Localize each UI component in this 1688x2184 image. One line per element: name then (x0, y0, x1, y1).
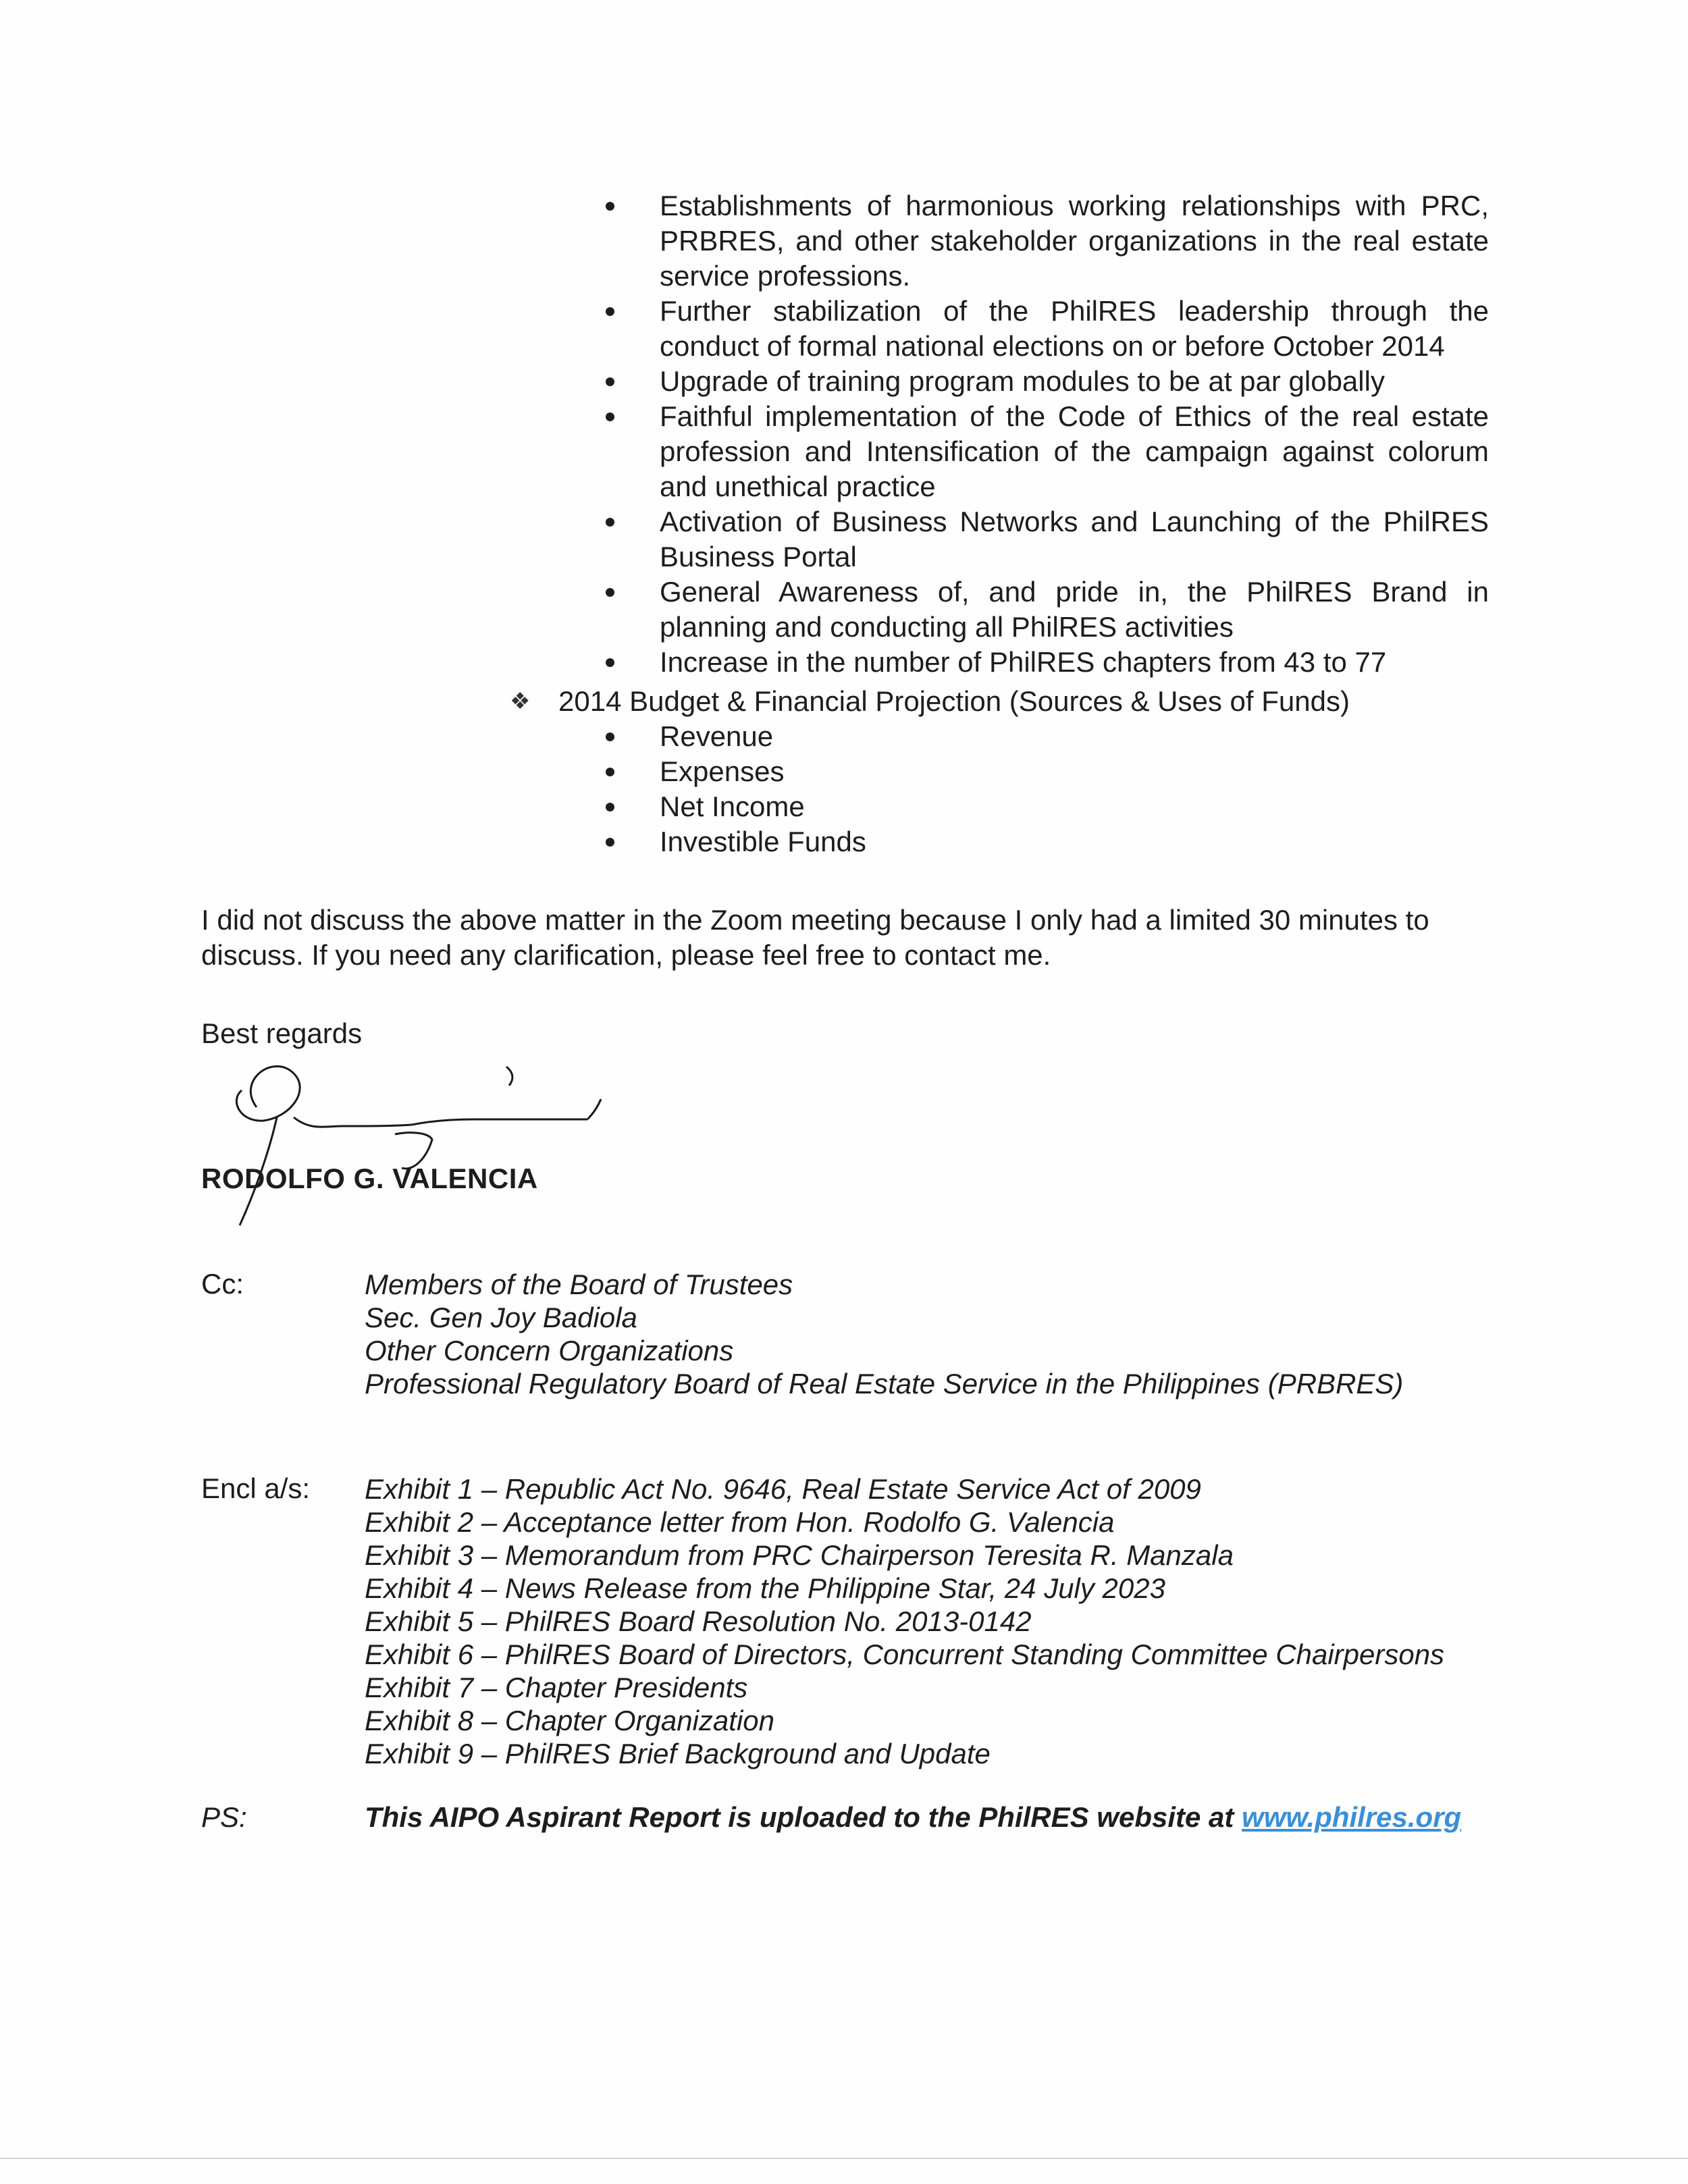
list-item: Revenue (598, 719, 1489, 754)
goals-bullet-list (598, 188, 1489, 680)
list-item: Expenses (598, 754, 1489, 789)
list-item: Establishments of harmonious working relationships with PRC, PRBRES, and other stakeholder organizations in the real estate service professions. (598, 188, 1489, 294)
bullet-dot-icon (606, 202, 614, 211)
cc-label: Cc: (201, 1268, 244, 1300)
list-item: Faithful implementation of the Code of Ethics of the real estate profession and Intensification of the campaign against colorum and unethical practice (598, 399, 1489, 504)
list-item: General Awareness of, and pride in, the PhilRES Brand in planning and conducting all PhilRES activities (598, 575, 1489, 645)
bullet-dot-icon (606, 803, 614, 811)
budget-bullet-list (598, 719, 1489, 859)
ps-label: PS: (201, 1801, 247, 1833)
list-item: Further stabilization of the PhilRES leadership through the conduct of formal national elections on or before October 2014 (598, 294, 1489, 364)
enclosures-label: Encl a/s: (201, 1472, 311, 1504)
bullet-dot-icon (606, 307, 614, 316)
list-item: Exhibit 4 – News Release from the Philippine Star, 24 July 2023 (365, 1572, 1165, 1604)
list-item: Investible Funds (598, 824, 1489, 859)
list-item: Increase in the number of PhilRES chapters from 43 to 77 (598, 645, 1489, 680)
ps-note (365, 1801, 1461, 1834)
list-item: Exhibit 2 – Acceptance letter from Hon. Rodolfo G. Valencia (365, 1506, 1115, 1538)
bullet-dot-icon (606, 768, 614, 776)
ps-text: This AIPO Aspirant Report is uploaded to the PhilRES website at (365, 1801, 1242, 1833)
bullet-dot-icon (606, 658, 614, 667)
list-item: Sec. Gen Joy Badiola (365, 1302, 637, 1333)
list-item: Professional Regulatory Board of Real Estate Service in the Philippines (PRBRES) (365, 1368, 1404, 1400)
list-item: Exhibit 7 – Chapter Presidents (365, 1672, 748, 1703)
list-item: Exhibit 5 – PhilRES Board Resolution No. 2013-0142 (365, 1605, 1032, 1637)
list-item: Exhibit 6 – PhilRES Board of Directors, Concurrent Standing Committee Chairpersons (365, 1639, 1445, 1670)
enclosures-list (365, 1472, 1444, 1770)
website-link[interactable]: www.philres.org (1242, 1801, 1462, 1833)
four-diamond-bullet-icon: ❖ (510, 689, 531, 714)
closing-salutation: Best regards (201, 1017, 363, 1049)
list-item: Exhibit 8 – Chapter Organization (365, 1705, 775, 1736)
list-item: Exhibit 9 – PhilRES Brief Background and Update (365, 1738, 991, 1769)
list-item: Exhibit 1 – Republic Act No. 9646, Real Estate Service Act of 2009 (365, 1473, 1201, 1505)
list-item: Upgrade of training program modules to be at par globally (598, 364, 1489, 399)
bullet-dot-icon (606, 518, 614, 527)
closing-paragraph: I did not discuss the above matter in the Zoom meeting because I only had a limited 30 minutes to discuss. If you need any clarification, please feel free to contact me. (201, 904, 1429, 971)
list-item: Exhibit 3 – Memorandum from PRC Chairperson Teresita R. Manzala (365, 1539, 1234, 1571)
list-item: Net Income (598, 789, 1489, 824)
list-item: Other Concern Organizations (365, 1335, 734, 1366)
list-item: Members of the Board of Trustees (365, 1269, 793, 1300)
budget-heading: 2014 Budget & Financial Projection (Sources & Uses of Funds) (558, 685, 1350, 717)
handwritten-signature (209, 1053, 628, 1229)
bullet-dot-icon (606, 377, 614, 386)
bullet-dot-icon (606, 733, 614, 741)
bullet-dot-icon (606, 838, 614, 847)
signer-name: RODOLFO G. VALENCIA (201, 1163, 538, 1194)
list-item: Activation of Business Networks and Launching of the PhilRES Business Portal (598, 504, 1489, 575)
bullet-dot-icon (606, 412, 614, 421)
bullet-dot-icon (606, 588, 614, 597)
cc-list (365, 1268, 1403, 1400)
bottom-scan-edge (0, 2158, 1688, 2159)
